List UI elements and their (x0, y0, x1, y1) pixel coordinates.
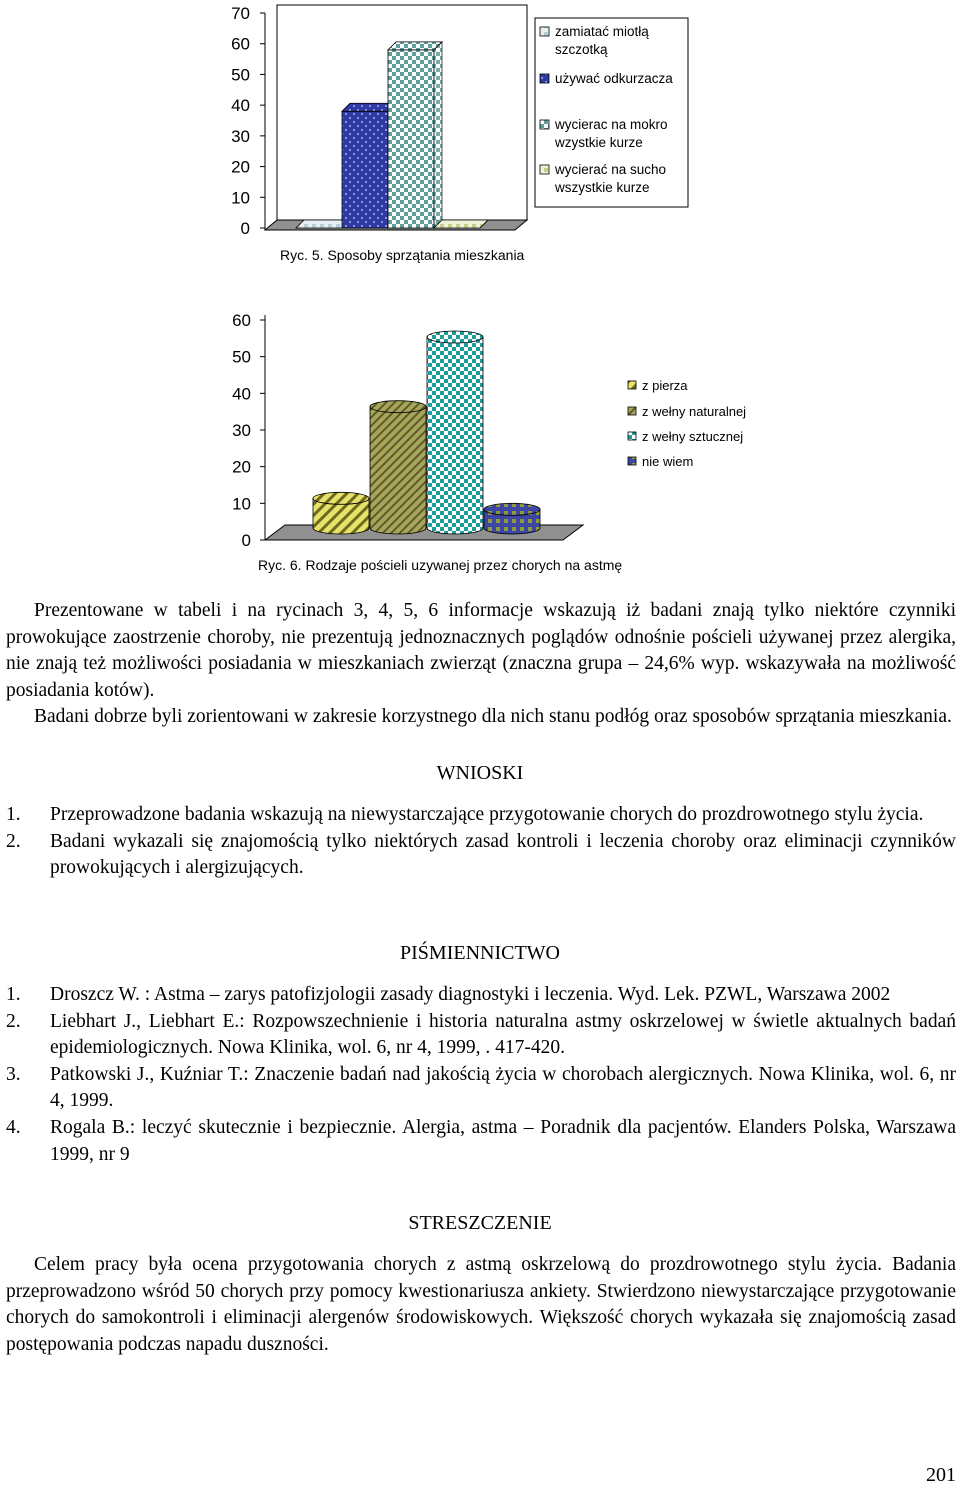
chart-title: Ryc. 6. Rodzaje pościeli uzywanej przez chorych na astmę (258, 557, 623, 573)
legend-label: wycierać na sucho wszystkie kurze (555, 162, 667, 195)
body-text (6, 598, 956, 731)
legend-entry (540, 71, 673, 86)
legend-label: zamiatać miotłą szczotką (555, 24, 649, 57)
paragraph: Celem pracy była ocena przygotowania chorych z astmą oskrzelową do prozdrowotnego stylu życia. Badania przeprowadzono wśród 50 chorych przy pomocy kwestionariusza ankiety. Stwierdzono niewystarczające przygotowanie chorych do samokontroli i eliminacji alergenów środowiskowych. Większość chorych wykazała się znajomością zasad postępowania podczas napadu duszności. (6, 1254, 956, 1355)
bar (313, 492, 369, 534)
bar-body (427, 337, 483, 534)
y-tick-label: 0 (240, 219, 250, 238)
legend-label: z wełny naturalnej (642, 404, 747, 419)
bar-front (388, 50, 434, 228)
list-item (6, 1009, 956, 1062)
bar (484, 503, 540, 534)
list-item (6, 1115, 956, 1168)
list-item (6, 1062, 956, 1115)
bar-top (427, 331, 483, 343)
y-tick-label: 40 (231, 96, 250, 116)
y-tick-label: 70 (231, 4, 250, 23)
legend (535, 18, 688, 207)
bar-top (313, 492, 369, 504)
legend-label: nie wiem (642, 454, 694, 469)
list-item (6, 802, 956, 829)
list-item-number: 2. (6, 830, 21, 852)
legend-entry (628, 429, 743, 444)
references-list (6, 982, 956, 1168)
references-heading: PIŚMIENNICTWO (400, 942, 560, 964)
legend-swatch (628, 407, 636, 415)
legend-entry (628, 404, 746, 419)
bar-side (434, 42, 442, 228)
legend-swatch (628, 381, 636, 389)
y-tick-label: 60 (231, 34, 250, 54)
chart-bedding-types (0, 295, 960, 555)
y-tick-label: 60 (232, 311, 251, 330)
bar-top (388, 42, 442, 50)
bar-front (342, 111, 388, 228)
list-item-number: 1. (6, 804, 21, 825)
y-tick-label: 10 (232, 494, 251, 514)
legend-swatch (540, 165, 549, 174)
list-item-text: Badani wykazali się znajomością tylko niektórych zasad kontroli i leczenia choroby oraz eliminacji czynników prowokujących i alergizujących. (50, 830, 956, 879)
y-tick-label: 20 (231, 157, 250, 177)
legend-label: wycierac na mokro wzystkie kurze (555, 117, 668, 150)
bar-top (434, 220, 488, 228)
legend-swatch (628, 457, 636, 465)
bar (427, 331, 483, 534)
list-item-number: 2. (6, 1010, 21, 1032)
legend (628, 378, 746, 469)
list-item (6, 982, 956, 1009)
conclusions-heading: WNIOSKI (436, 762, 524, 784)
list-item-text: Przeprowadzone badania wskazują na niewystarczające przygotowanie chorych do prozdrowotnego stylu życia. (50, 804, 924, 825)
list-item-text: Rogala B.: leczyć skutecznie i bezpiecznie. Alergia, astma – Poradnik dla pacjentów. Elanders Polska, Warszawa 1999, nr 9 (50, 1116, 956, 1165)
y-tick-label: 10 (231, 188, 250, 208)
list-item-text: Liebhart J., Liebhart E.: Rozpowszechnienie i historia naturalna astmy oskrzelowej w świetle aktualnych badań epidemiologicznych. Nowa Klinika, wol. 6, nr 4, 1999, . 417-420. (50, 1010, 956, 1059)
legend-swatch (540, 120, 549, 129)
list-item-number: 3. (6, 1063, 21, 1085)
bar (388, 42, 442, 228)
bar (370, 401, 426, 534)
list-item-text: Droszcz W. : Astma – zarys patofizjologii zasady diagnostyki i leczenia. Wyd. Lek. PZWL, Warszawa 2002 (50, 984, 891, 1005)
legend-label: z wełny sztucznej (642, 429, 744, 444)
legend-entry (628, 378, 688, 393)
legend-swatch (540, 27, 549, 36)
conclusions-list (6, 802, 956, 882)
y-tick-label: 30 (231, 126, 250, 146)
list-item-number: 1. (6, 984, 21, 1005)
list-item-text: Patkowski J., Kuźniar T.: Znaczenie badań nad jakością życia w chorobach alergicznych. Nowa Klinika, wol. 6, nr 4, 1999. (50, 1063, 956, 1112)
y-tick-label: 50 (232, 347, 251, 367)
legend-swatch (628, 432, 636, 440)
y-tick-label: 20 (232, 457, 251, 477)
bar (434, 220, 488, 228)
summary-heading: STRESZCZENIE (408, 1212, 552, 1234)
legend-label: używać odkurzacza (555, 71, 673, 86)
bars (313, 331, 540, 534)
list-item-number: 4. (6, 1116, 21, 1138)
chart-title: Ryc. 5. Sposoby sprzątania mieszkania (280, 247, 525, 263)
paragraph: Badani dobrze byli zorientowani w zakresie korzystnego dla nich stanu podłóg oraz sposobów sprzątania mieszkania. (34, 706, 952, 728)
page-number: 201 (926, 1464, 956, 1486)
bar-body (370, 407, 426, 534)
bar-top (370, 401, 426, 413)
list-item (6, 829, 956, 882)
y-tick-label: 30 (232, 421, 251, 440)
legend-entry (628, 454, 693, 469)
y-tick-label: 50 (231, 65, 250, 85)
legend-swatch (540, 74, 549, 83)
legend-label: z pierza (642, 378, 688, 393)
y-tick-label: 0 (241, 531, 251, 550)
y-tick-label: 40 (232, 384, 251, 404)
summary-text (6, 1252, 956, 1358)
bar-top (484, 503, 540, 515)
paragraph: Prezentowane w tabeli i na rycinach 3, 4, 5, 6 informacje wskazują iż badani znają tylko niektóre czynniki prowokujące zaostrzenie choroby, nie prezentują jednoznacznych poglądów odnośnie pościeli używanej przez alergika, nie znają też możliwości posiadania w mieszkaniach zwierząt (znaczna grupa – 24,6% wyp. wskazywała na możliwość posiadania kotów). (6, 600, 956, 701)
